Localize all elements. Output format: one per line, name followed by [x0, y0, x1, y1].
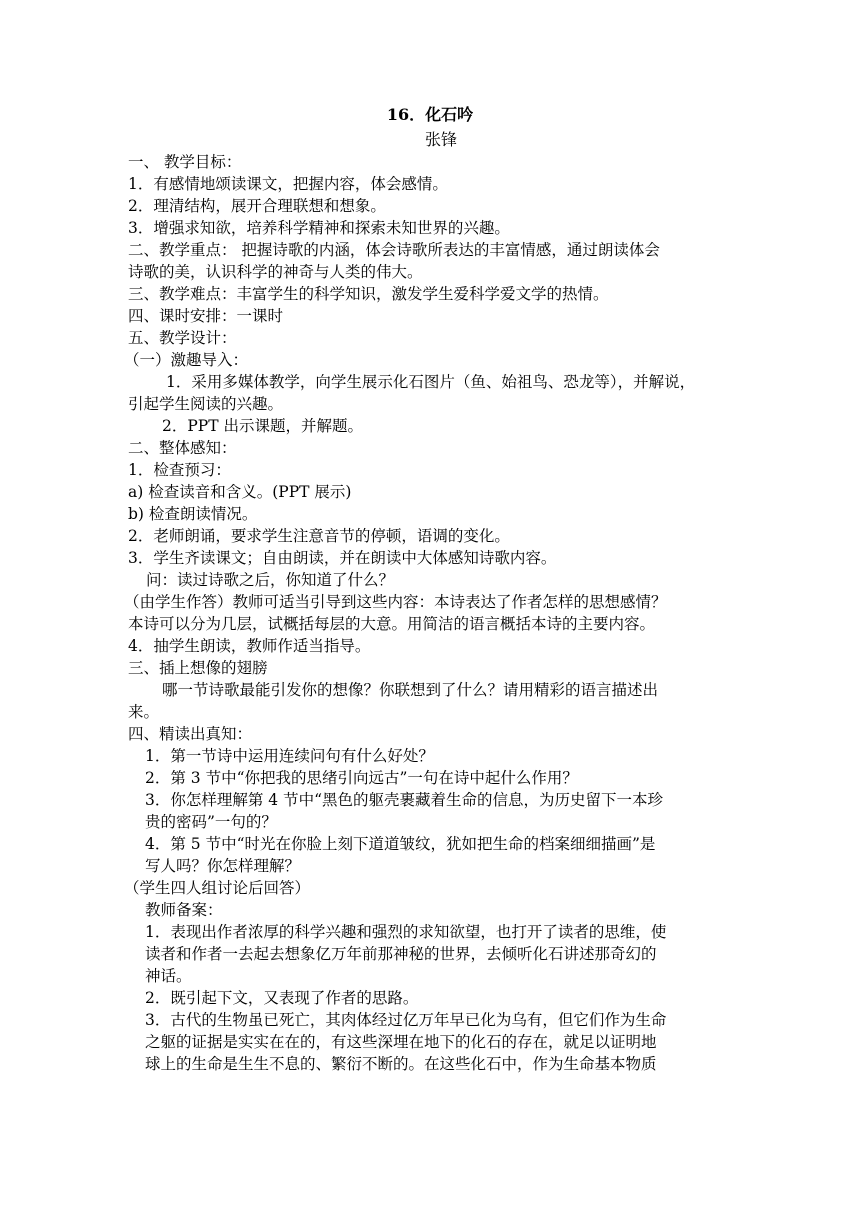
paragraph-line: 4．抽学生朗读，教师作适当指导。	[128, 637, 371, 655]
section-heading-design: 五、教学设计：	[128, 329, 237, 347]
paragraph-line: 诗歌的美，认识科学的神奇与人类的伟大。	[128, 263, 423, 281]
paragraph-line: 1．第一节诗中运用连续问句有什么好处？	[145, 747, 434, 765]
section-heading-overall: 二、整体感知：	[128, 439, 237, 457]
subsection-heading-intro: （一）激趣导入：	[124, 351, 249, 369]
section-heading-schedule: 四、课时安排：一课时	[128, 307, 284, 325]
paragraph-line: 教师备案：	[145, 901, 223, 919]
section-heading-difficulties: 三、教学难点：丰富学生的科学知识，激发学生爱科学爱文学的热情。	[128, 285, 609, 303]
paragraph-line: 4．第 5 节中“时光在你脸上刻下道道皱纹，犹如把生命的档案细细描画”是	[145, 835, 656, 853]
section-heading-key-points: 二、教学重点： 把握诗歌的内涵，体会诗歌所表达的丰富情感，通过朗读体会	[128, 241, 660, 259]
paragraph-line: （由学生作答）教师可适当引导到这些内容：本诗表达了作者怎样的思想感情？	[124, 593, 667, 611]
section-heading-imagination: 三、插上想像的翅膀	[128, 659, 268, 677]
paragraph-line: 本诗可以分为几层，试概括每层的大意。用简洁的语言概括本诗的主要内容。	[128, 615, 656, 633]
paragraph-line: 读者和作者一去起去想象亿万年前那神秘的世界，去倾听化石讲述那奇幻的	[145, 945, 657, 963]
paragraph-line: （学生四人组讨论后回答）	[124, 879, 311, 897]
paragraph-line: 写人吗？你怎样理解？	[145, 857, 301, 875]
paragraph-line: 来。	[128, 703, 160, 721]
paragraph-line: 球上的生命是生生不息的、繁衍不断的。在这些化石中，作为生命基本物质	[145, 1055, 657, 1073]
paragraph-line: 1．采用多媒体教学，向学生展示化石图片（鱼、始祖鸟、恐龙等），并解说，	[166, 373, 696, 391]
paragraph-line: 3．你怎样理解第 4 节中“黑色的躯壳裹藏着生命的信息，为历史留下一本珍	[145, 791, 664, 809]
paragraph-line: b) 检查朗读情况。	[128, 505, 258, 523]
section-heading-objectives: 一、 教学目标：	[128, 153, 242, 171]
paragraph-line: 3．学生齐读课文；自由朗读，并在朗读中大体感知诗歌内容。	[128, 549, 557, 567]
paragraph-line: 3．古代的生物虽已死亡，其肉体经过亿万年早已化为乌有，但它们作为生命	[145, 1011, 667, 1029]
paragraph-line: 2．理清结构，展开合理联想和想象。	[128, 197, 386, 215]
paragraph-line: 2．第 3 节中“你把我的思绪引向远古”一句在诗中起什么作用？	[145, 769, 578, 787]
paragraph-line: 贵的密码”一句的？	[145, 813, 277, 831]
document-body	[0, 151, 860, 1075]
paragraph-line: 1．检查预习：	[128, 461, 231, 479]
paragraph-line: 1．表现出作者浓厚的科学兴趣和强烈的求知欲望，也打开了读者的思维，使	[145, 923, 667, 941]
document-author: 张锋	[425, 130, 458, 149]
paragraph-line: 神话。	[145, 967, 192, 985]
paragraph-line: 之躯的证据是实实在在的，有这些深埋在地下的化石的存在，就足以证明地	[145, 1033, 657, 1051]
paragraph-line: 2．老师朗诵，要求学生注意音节的停顿，语调的变化。	[128, 527, 510, 545]
paragraph-line: 引起学生阅读的兴趣。	[128, 395, 284, 413]
paragraph-line: 2．既引起下文，又表现了作者的思路。	[145, 989, 419, 1007]
paragraph-line: 哪一节诗歌最能引发你的想像？你联想到了什么？请用精彩的语言描述出	[162, 681, 659, 699]
paragraph-line: 1．有感情地颂读课文，把握内容，体会感情。	[128, 175, 448, 193]
paragraph-line: 2．PPT 出示课题，并解题。	[162, 417, 363, 435]
section-heading-close-reading: 四、精读出真知：	[128, 725, 253, 743]
document-title: 16．化石吟	[386, 105, 474, 124]
paragraph-line: 问：读过诗歌之后，你知道了什么？	[146, 571, 395, 589]
paragraph-line: a) 检查读音和含义。(PPT 展示)	[128, 483, 352, 501]
paragraph-line: 3．增强求知欲，培养科学精神和探索未知世界的兴趣。	[128, 219, 510, 237]
